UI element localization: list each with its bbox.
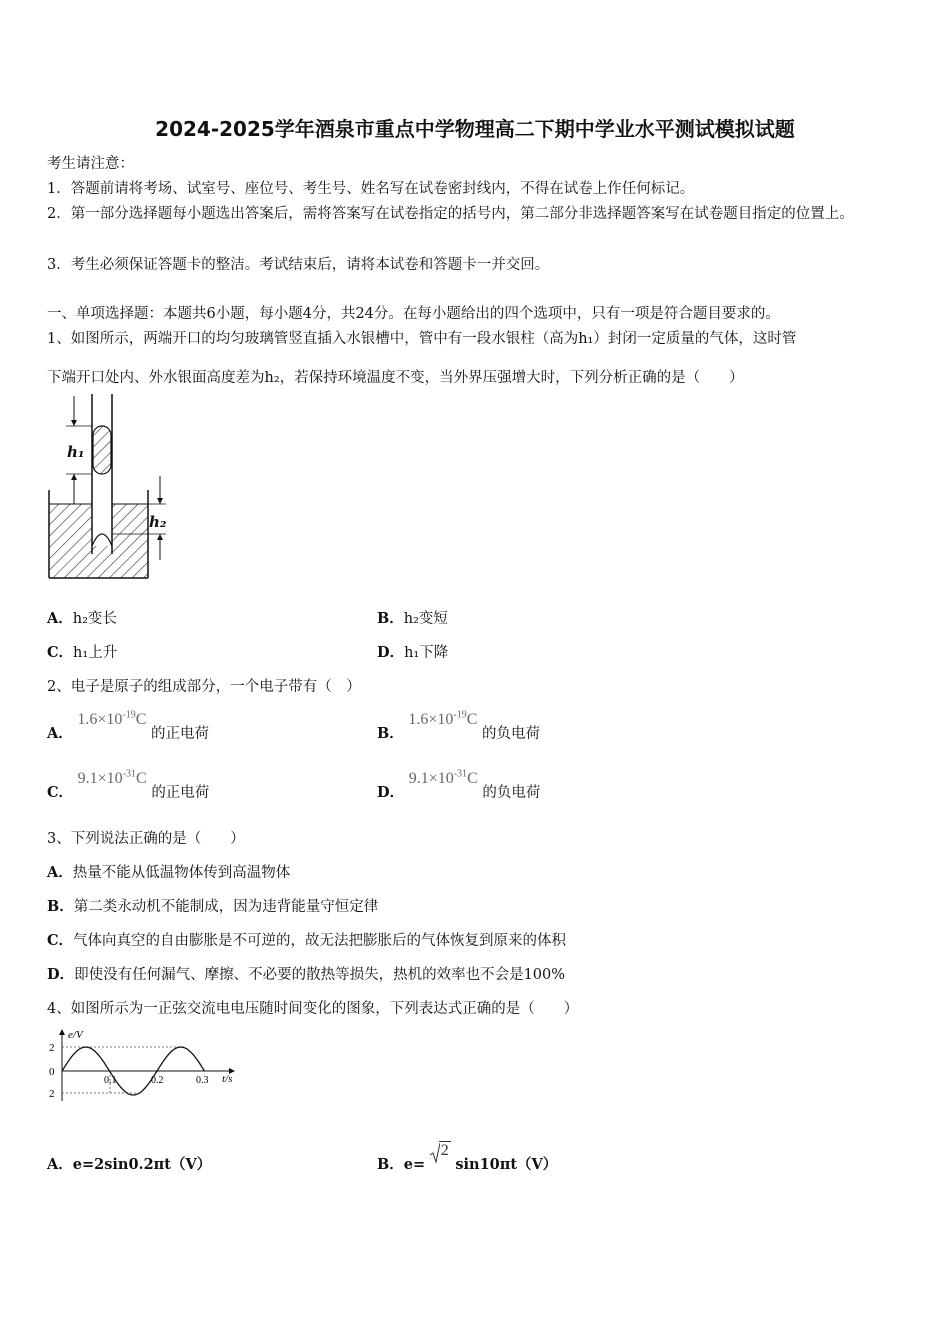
q2-option-c: C． $9.1\times 10^{-31}C$ 的正电荷 — [47, 768, 210, 801]
notice-item: 2．第一部分选择题每小题选出答案后，需将答案写在试卷指定的括号内，第二部分非选择题答案写在试卷题目指定的位置上。 — [47, 206, 854, 222]
q1-stem: 下端开口处内、外水银面高度差为h₂，若保持环境温度不变，当外界压强增大时，下列分析正确的是（ ） — [47, 370, 744, 386]
q1-option-a: A．h₂变长 — [47, 610, 117, 627]
y-tick: 2 — [49, 1088, 55, 1100]
fig-h1-label: h₁ — [67, 443, 85, 461]
y-tick: 2 — [49, 1042, 55, 1054]
q2-option-d: D． $9.1\times 10^{-31}C$ 的负电荷 — [377, 768, 541, 801]
notice-heading: 考生请注意： — [47, 156, 134, 172]
q2-option-b: B． $1.6\times 10^{-19}C$ 的负电荷 — [377, 709, 541, 742]
q3-option-d: D．即使没有任何漏气、摩擦、不必要的散热等损失，热机的效率也不会是100% — [47, 966, 566, 983]
q1-option-d: D．h₁下降 — [377, 644, 449, 661]
fig-h2-label: h₂ — [149, 513, 167, 531]
q3-stem: 3、下列说法正确的是（ ） — [47, 831, 245, 847]
q1-stem: 1、如图所示，两端开口的均匀玻璃管竖直插入水银槽中，管中有一段水银柱（高为h₁）封闭一定质量的气体，这时管 — [47, 331, 797, 347]
x-axis-label: t/s — [222, 1073, 233, 1085]
page-title: 2024-2025学年酒泉市重点中学物理高二下期中学业水平测试模拟试题 — [155, 117, 795, 141]
q1-option-b: B．h₂变短 — [377, 610, 448, 627]
q1-option-c: C．h₁上升 — [47, 644, 118, 661]
section-heading: 一、单项选择题：本题共6小题，每小题4分，共24分。在每小题给出的四个选项中，只有一项是符合题目要求的。 — [47, 306, 780, 322]
sqrt-icon — [430, 1143, 440, 1163]
mercury-tube-figure — [44, 394, 174, 584]
q2-stem: 2、电子是原子的组成部分，一个电子带有（ ） — [47, 679, 361, 695]
q4-option-b: B．e= 2 sin10πt（V） — [377, 1142, 558, 1173]
q4-stem: 4、如图所示为一正弦交流电电压随时间变化的图象，下列表达式正确的是（ ） — [47, 1001, 579, 1017]
q3-option-a: A．热量不能从低温物体传到高温物体 — [47, 864, 291, 881]
notice-item: 1．答题前请将考场、试室号、座位号、考生号、姓名写在试卷密封线内，不得在试卷上作任何标记。 — [47, 181, 695, 197]
x-tick: 0.2 — [151, 1075, 164, 1086]
q4-option-a: A．e=2sin0.2πt（V） — [47, 1156, 212, 1173]
notice-item: 3．考生必须保证答题卡的整洁。考试结束后，请将本试卷和答题卡一并交回。 — [47, 257, 550, 273]
y-axis-label: e/V — [68, 1029, 83, 1041]
y-tick: 0 — [49, 1066, 55, 1078]
x-tick: 0.1 — [104, 1075, 117, 1086]
q2-option-a: A． $1.6\times 10^{-19}C$ 的正电荷 — [47, 709, 210, 742]
sine-wave-graph — [44, 1026, 244, 1104]
q3-option-b: B．第二类永动机不能制成，因为违背能量守恒定律 — [47, 898, 379, 915]
q3-option-c: C．气体向真空的自由膨胀是不可逆的，故无法把膨胀后的气体恢复到原来的体积 — [47, 932, 567, 949]
x-tick: 0.3 — [196, 1075, 209, 1086]
